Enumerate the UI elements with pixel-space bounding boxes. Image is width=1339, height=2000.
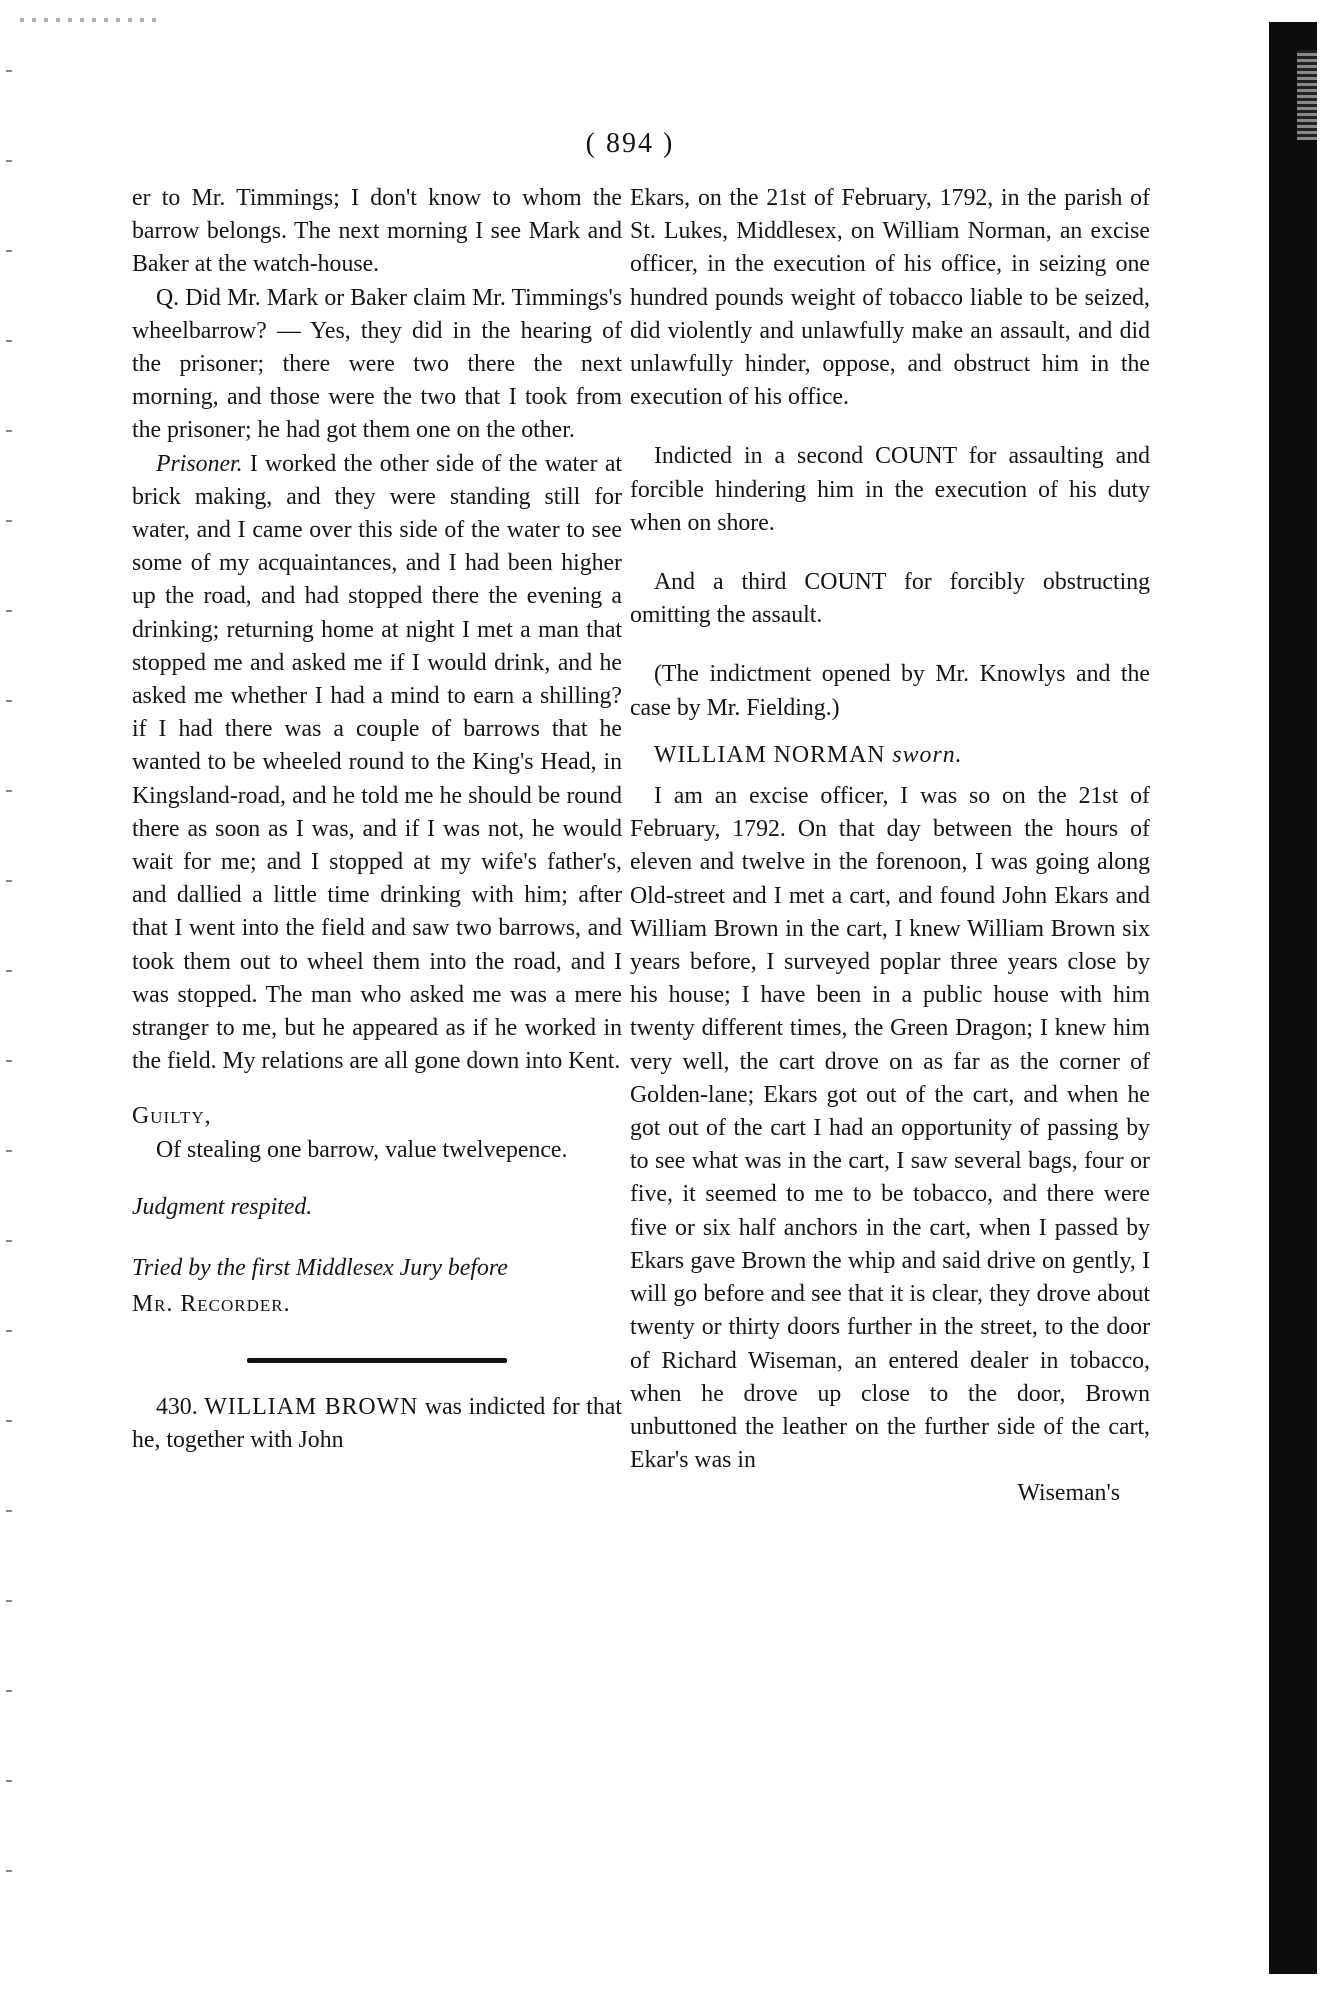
defendant-name: WILLIAM BROWN <box>204 1394 419 1421</box>
left-paragraph-2: Q. Did Mr. Mark or Baker claim Mr. Timmings's wheelbarrow? — Yes, they did in the hearing of the prisoner; there were two there the next morning, and those were the two that I took from the prisoner; he had got them one on the other. <box>132 284 622 444</box>
judgment: Judgment respited. <box>132 1193 313 1220</box>
case-number: 430. <box>156 1394 198 1421</box>
left-paragraph-1: er to Mr. Timmings; I don't know to whom the barrow belongs. The next morning I see Mark and Baker at the watch-house. <box>132 185 622 278</box>
catchword: Wiseman's <box>1017 1480 1120 1507</box>
case-430-indictment <box>132 1391 622 1457</box>
verdict: Guilty, <box>132 1103 212 1130</box>
indictment-opened: (The indictment opened by Mr. Knowlys and the case by Mr. Fielding.) <box>630 661 1150 721</box>
scan-smudge <box>20 18 160 22</box>
second-count: Indicted in a second COUNT for assaulting and forcible hindering him in the execution of his duty when on shore. <box>630 443 1150 536</box>
witness-status: sworn. <box>892 741 963 768</box>
scan-dark-edge <box>1269 22 1317 1974</box>
prisoner-statement-text: I worked the other side of the water at brick making, and they were standing still for water, and I came over this side of the water to see some of my acquaintances, and I had been higher up the road, and had stopped there the evening a drinking; returning home at night I met a man that stopped me and asked me if I would drink, and he asked me whether I had a mind to earn a shilling? if I had there was a couple of barrows that he wanted to be wheeled round to the King's Head, in Kingsland-road, and he told me he should be round there as soon as I was, and if I was not, he would wait for me; and I stopped at my wife's father's, and dallied a little time drinking with him; after that I went into the field and saw two barrows, and took them out to wheel them into the road, and I was stopped. The man who asked me was a mere stranger to me, but he appeared as if he worked in the field. My relations are all gone down into Kent. <box>132 450 622 1075</box>
witness-heading <box>630 739 1150 772</box>
page-number: ( 894 ) <box>585 128 675 159</box>
section-divider <box>247 1358 507 1363</box>
recorder: Mr. Recorder. <box>132 1291 291 1318</box>
third-count: And a third COUNT for forcibly obstructing omitting the assault. <box>630 569 1150 629</box>
scan-margin-marks <box>6 40 12 1940</box>
right-column <box>630 182 1150 1511</box>
right-paragraph-1: Ekars, on the 21st of February, 1792, in the parish of St. Lukes, Middlesex, on William Norman, an excise officer, in the execution of his office, in seizing one hundred pounds weight of tobacco liable to be seized, did violently and unlawfully make an assault, and did unlawfully hinder, oppose, and obstruct him in the execution of his office. <box>630 185 1150 411</box>
tried-by <box>132 1250 622 1322</box>
witness-testimony: I am an excise officer, I was so on the 21st of February, 1792. On that day between the hours of eleven and twelve in the forenoon, I was going along Old-street and I met a cart, and found John Ekars and William Brown in the cart, I knew William Brown six years before, I surveyed poplar three years close by his house; I have been in a public house with him twenty different times, the Green Dragon; I knew him very well, the cart drove on as far as the corner of Golden-lane; Ekars got out of the cart, and when he got out of the cart I had an opportunity of passing by to see what was in the cart, I saw several bags, four or five, it seemed to me to be tobacco, and there were five or six half anchors in the cart, when I passed by Ekars gave Brown the whip and said drive on gently, I will go before and see that it is clear, they drove about twenty or thirty doors further in the street, to the door of Richard Wiseman, an entered dealer in tobacco, when he drove up close to the door, Brown unbuttoned the leather on the further side of the cart, Ekar's was in <box>630 783 1150 1474</box>
left-column <box>132 182 622 1458</box>
prisoner-statement <box>132 448 622 1079</box>
tried-by-text: Tried by the first Middlesex Jury before <box>132 1255 508 1282</box>
witness-name: WILLIAM NORMAN <box>654 741 886 768</box>
prisoner-label: Prisoner. <box>156 450 243 477</box>
scan-edge-grain <box>1297 50 1317 140</box>
indictment-text: was indicted for that he, together with John <box>132 1394 622 1454</box>
verdict-detail: Of stealing one barrow, value twelvepence. <box>156 1136 568 1163</box>
